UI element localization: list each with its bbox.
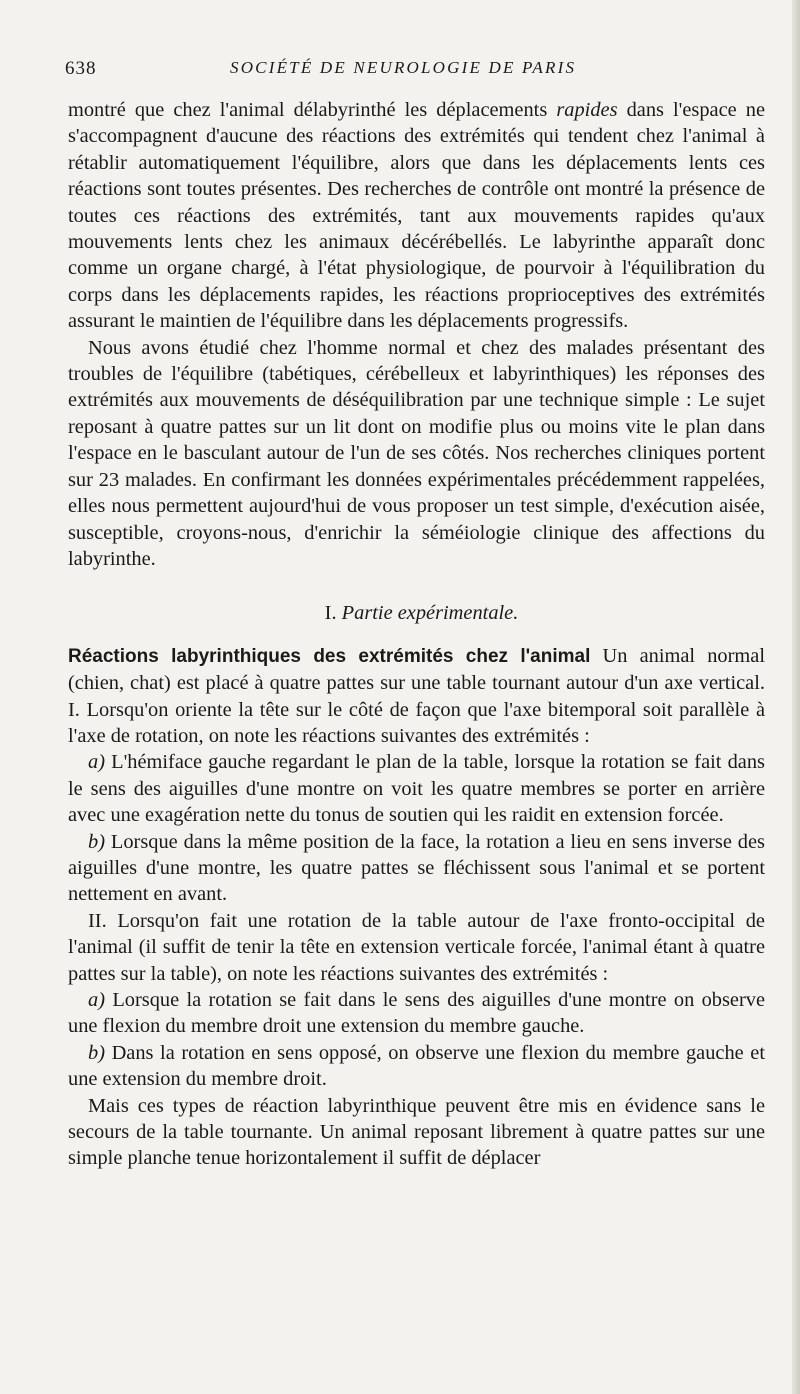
item-b-2-letter: b) xyxy=(88,1041,105,1064)
paragraph-1-text-a: montré que chez l'animal délabyrinthé les déplacements xyxy=(68,99,557,121)
subheading: Réactions labyrinthiques des extrémités chez l'animal xyxy=(68,645,591,667)
section-title xyxy=(68,600,765,626)
item-a-2-text: Lorsque la rotation se fait dans le sens des aiguilles d'une montre on observe une flexion du membre droit une extension du membre gauche. xyxy=(68,989,765,1038)
section-number: I. xyxy=(324,602,337,625)
page-edge xyxy=(792,0,800,1394)
paragraph-1 xyxy=(68,97,765,335)
page-number: 638 xyxy=(65,58,97,79)
page-body xyxy=(68,97,765,1172)
item-a-2-letter: a) xyxy=(88,989,105,1011)
running-title: SOCIÉTÉ DE NEUROLOGIE DE PARIS xyxy=(230,58,577,77)
item-a-1 xyxy=(68,749,765,828)
paragraph-3 xyxy=(68,643,765,750)
item-a-2 xyxy=(68,987,765,1040)
paragraph-1-text-b: dans l'espace ne s'accompagnent d'aucune des réactions des extrémités qui tendent chez l'animal à rétablir automatiquement l'équilibre, alors que dans les déplacements lents ces réactions sont toutes présentes. Des recherches de contrôle ont montré la présence de toutes ces réactions des extrémités, tant aux mouvements rapides qu'aux mouvements lents chez les animaux décérébellés. Le labyrinthe apparaît donc comme un organe chargé, à l'état physiologique, de pourvoir à l'équilibration du corps dans les déplacements rapides, les réactions proprioceptives des extrémités assurant le maintien de l'équilibre dans les déplacements progressifs. xyxy=(68,99,765,333)
item-b-2-text: Dans la rotation en sens opposé, on observe une flexion du membre gauche et une extension du membre droit. xyxy=(68,1041,765,1091)
item-a-1-text: L'hémiface gauche regardant le plan de la table, lorsque la rotation se fait dans le sens des aiguilles d'une montre on voit les quatre membres se porter en arrière avec une exagération nette du tonus de soutien qui les raidit en extension forcée. xyxy=(68,751,765,827)
item-a-1-letter: a) xyxy=(88,751,105,774)
paragraph-4: II. Lorsqu'on fait une rotation de la table autour de l'axe fronto-occipital de l'animal (il suffit de tenir la tête en extension verticale forcée, l'animal étant à quatre pattes sur la table), on note les réactions suivantes des extrémités : xyxy=(68,909,765,985)
item-b-1-text: Lorsque dans la même position de la face, la rotation a lieu en sens inverse des aiguilles d'une montre, les quatre pattes se fléchissent sous l'animal et se portent nettement en avant. xyxy=(68,830,765,906)
item-b-2 xyxy=(68,1040,765,1093)
page-header xyxy=(65,58,765,86)
paragraph-1-emphasis: rapides xyxy=(556,99,618,121)
item-b-1 xyxy=(68,829,765,908)
paragraph-2: Nous avons étudié chez l'homme normal et chez des malades présentant des troubles de l'équilibre (tabétiques, cérébelleux et labyrinthiques) les réponses des extrémités aux mouvements de déséquilibration par une technique simple : Le sujet reposant à quatre pattes sur un lit dont on modifie plus ou moins vite le plan dans l'espace en le basculant autour de l'un de ses côtés. Nos recherches cliniques portent sur 23 malades. En confirmant les données expérimentales précédemment rappelées, elles nous permettent aujourd'hui de vous proposer un test simple, d'exécution aisée, susceptible, croyons-nous, d'enrichir la séméiologie clinique des affections du labyrinthe. xyxy=(68,336,765,570)
paragraph-5: Mais ces types de réaction labyrinthique peuvent être mis en évidence sans le secours de la table tournante. Un animal reposant librement à quatre pattes sur une simple planche tenue horizontalement il suffit de déplacer xyxy=(68,1094,765,1170)
item-b-1-letter: b) xyxy=(88,830,105,853)
paragraph-3-text: Un animal normal (chien, chat) est placé à quatre pattes sur une table tournant autour d'un axe vertical. I. Lorsqu'on oriente la tête sur le côté de façon que l'axe bitemporal soit parallèle à l'axe de rotation, on note les réactions suivantes des extrémités : xyxy=(68,644,765,747)
section-title-text: Partie expérimentale. xyxy=(341,602,519,625)
